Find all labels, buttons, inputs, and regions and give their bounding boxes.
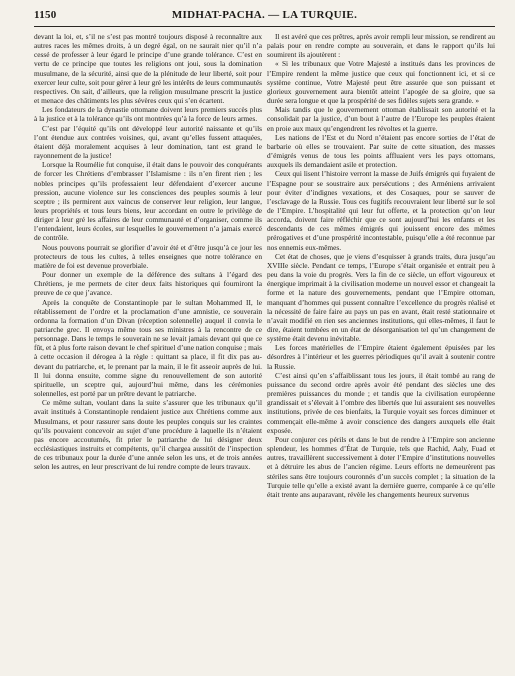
paragraph: Ceux qui lisent l’histoire verront la masse de Juifs émigrés qui fuyaient de l’Espagne pour se soustraire aux persécutions ; des Arméniens arrivaient pour éviter d’indignes vexations, et des Cosaques, pour se sauver de l’esclavage de la Russie. Tous ces fugitifs recouvraient leur liberté sur le sol de l’Empire. L’hospitalité qui leur fut offerte, et la protection qu’on leur accorda, doivent faire réfléchir que ce sont aujourd’hui les enfants et les descendants de ces mêmes émigrés qui jouissent encore des mêmes prérogatives et d’une prospérité incontestable, puisqu’elle a été reconnue par nos ennemis eux-mêmes. xyxy=(267,169,495,252)
running-header xyxy=(34,9,495,23)
paragraph: Cet état de choses, que je viens d’esquisser à grands traits, dura jusqu’au XVIIIe siècle. Pendant ce temps, l’Europe s’était organisée et entrait peu à peu dans la voie du progrès. Vers la fin de ce siècle, un effort vigoureux et énergique imprimait à la civilisation moderne un nouvel essor et changeait la forme et la nature des gouvernements, pendant que l’Empire ottoman, manquant d’hommes qui pussent connaître l’excellence du progrès réalisé et la nécessité de faire faire au pays un pas en avant, était resté stationnaire et n’avait modifié en rien ses anciennes institutions, qui elles-mêmes, il faut le dire, étaient tombées en un état de désorganisation tel qu’un changement de système était devenu inévitable. xyxy=(267,251,495,344)
paragraph: Lorsque la Roumélie fut conquise, il était dans le pouvoir des conquérants de forcer les Chrétiens d’embrasser l’Islamisme : ils n’en firent rien ; les nobles principes qu’ils professaient leur défendaient d’exercer aucune pression, aucune violence sur les consciences des peuples soumis à leur sceptre ; ils permirent aux vaincus de conserver leur religion, leur langue, leurs propriétés et tous leurs biens, leur accordant en outre le privilège de diriger à leur gré les affaires de leur communauté et d’organiser, comme ils l’entendaient, leurs écoles, sur lesquelles le gouvernement n’a jamais exercé de contrôle. xyxy=(34,160,262,243)
paragraph: Après la conquête de Constantinople par le sultan Mohammed II, le rétablissement de l’ordre et la proclamation d’une amnistie, ce souverain ordonna la formation d’un Divan (réception solennelle) auquel il convia le patriarche grec. Il envoya même tous ses ministres à la rencontre de ce personnage. Dans le temps le souverain ne se levait jamais devant qui que ce fût, et à plus forte raison devant le chef spirituel d’une nation conquise ; mais à cette occasion il dérogea à la règle : quittant sa place, il fit dix pas au-devant du patriarche, et, le prenant par la main, il le fit asseoir auprès de lui. Il lui donna ensuite, comme signe du renouvellement de son autorité spirituelle, un sceptre qui, aujourd’hui même, dans les cérémonies solennelles, est porté par un prêtre devant le patriarche. xyxy=(34,297,262,399)
paragraph: Pour donner un exemple de la déférence des sultans à l’égard des Chrétiens, je me permets de citer deux faits historiques qui fourniront la preuve de ce que j’avance. xyxy=(34,270,262,298)
paragraph: Nous pouvons pourrait se glorifier d’avoir été et d’être jusqu’à ce jour les protecteurs de tous les cultes, à telles enseignes que notre tolérance en matière de foi est devenue proverbiale. xyxy=(34,242,262,270)
paragraph: Les forces matérielles de l’Empire étaient également épuisées par les désordres à l’intérieur et les guerres périodiques qu’il avait à soutenir contre la Russie. xyxy=(267,343,495,371)
paragraph: Pour conjurer ces périls et dans le but de rendre à l’Empire son ancienne splendeur, les hommes d’État de Turquie, tels que Rachid, Aaly, Fuad et autres, travaillèrent successivement à doter l’Empire d’institutions nouvelles et à détruire les abus de l’ancien régime. Leurs efforts ne demeurèrent pas stériles sans être toujours couronnés d’un succès complet ; la situation de la Turquie telle qu’elle a existé avant la dernière guerre, comparée à ce qu’elle était trente ans auparavant, révèle les changements heureux survenus xyxy=(267,434,495,499)
left-column xyxy=(34,32,262,668)
quotation: « Si les tribunaux que Votre Majesté a institués dans les provinces de l’Empire rendent la même justice que ceux qui fonctionnent ici, et si ce système continue, Votre Majesté peut être assurée que son puissant et glorieux gouvernement aura bientôt atteint l’apogée de sa gloire, que sa durée sera longue et que la prospérité de ses fidèles sujets sera grande. » xyxy=(267,59,495,106)
paragraph: C’est par l’équité qu’ils ont développé leur autorité naissante et qu’ils l’ont étendue aux contrées voisines, qui, avant qu’elles fussent attaquées, étaient déjà moralement acquises à leur domination, tant est grand le rayonnement de la justice! xyxy=(34,123,262,161)
paragraph: Les nations de l’Est et du Nord n’étaient pas encore sorties de l’état de barbarie où elles se trouvaient. Par suite de cette situation, des masses d’émigrés venus de tous les points affluaient vers les pays ottomans, auxquels ils demandaient asile et protection. xyxy=(267,132,495,170)
running-title: MIDHAT-PACHA. — LA TURQUIE. xyxy=(171,9,358,21)
paragraph: C’est ainsi qu’en s’affaiblissant tous les jours, il était tombé au rang de puissance du second ordre après avoir été pendant des siècles une des premières puissances du monde ; et tandis que la civilisation européenne grandissait et s’élevait à l’ombre des libertés que lui assuraient ses nouvelles institutions, privée de ces bienfaits, la Turquie voyait ses forces diminuer et commençait elle-même à avoir conscience des dangers auxquels elle était exposée. xyxy=(267,370,495,435)
paragraph: devant la loi, et, s’il ne s’est pas montré toujours disposé à reconnaître aux autres races les mêmes droits, à un degré égal, on ne saurait nier qu’il n’a cessé de professer à leur égard le principe d’une grande tolérance. C’est en vertu de ce principe que toutes les religions ont joui, sous la domination musulmane, de la sécurité, ainsi que de la plénitude de leur liberté, soit pour exercer leur culte, soit pour gérer à leur gré les intérêts de leurs communautés respectives. On sait, d’ailleurs, que la religion musulmane prescrit la justice et menace des châtiments les plus sévères ceux qui s’en écartent. xyxy=(34,32,262,106)
paragraph: Les fondateurs de la dynastie ottomane doivent leurs premiers succès plus à la justice et à la tolérance qu’ils ont montrées qu’à la force de leurs armes. xyxy=(34,105,262,124)
paragraph: Il est avéré que ces prêtres, après avoir rempli leur mission, se rendirent au palais pour en rendre compte au souverain, et dans le rapport qu’ils lui soumirent ils ajoutèrent : xyxy=(267,32,495,60)
paragraph: Mais tandis que le gouvernement ottoman établissait son autorité et la consolidait par la justice, d’un bout à l’autre de l’Europe les peuples étaient en proie aux maux qu’engendrent les révoltes et la guerre. xyxy=(267,105,495,133)
paragraph: Ce même sultan, voulant dans la suite s’assurer que les tribunaux qu’il avait institués à Constantinople rendaient justice aux Chrétiens comme aux Musulmans, et pour rassurer sans doute les peuples conquis sur les craintes qu’ils pouvaient concevoir au sujet d’une procédure à laquelle ils n’étaient pas encore accoutumés, fit prier le patriarche de lui désigner deux ecclésiastiques instruits et compétents, qu’il chargea aussitôt de l’inspection de ces tribunaux pour la durée d’une année selon les uns, et de trois années selon les autres, en leur prescrivant de lui rendre compte de leurs travaux. xyxy=(34,398,262,472)
right-column xyxy=(267,32,495,668)
header-rule xyxy=(34,26,495,27)
page-number: 1150 xyxy=(34,9,57,21)
text-columns xyxy=(34,32,495,668)
